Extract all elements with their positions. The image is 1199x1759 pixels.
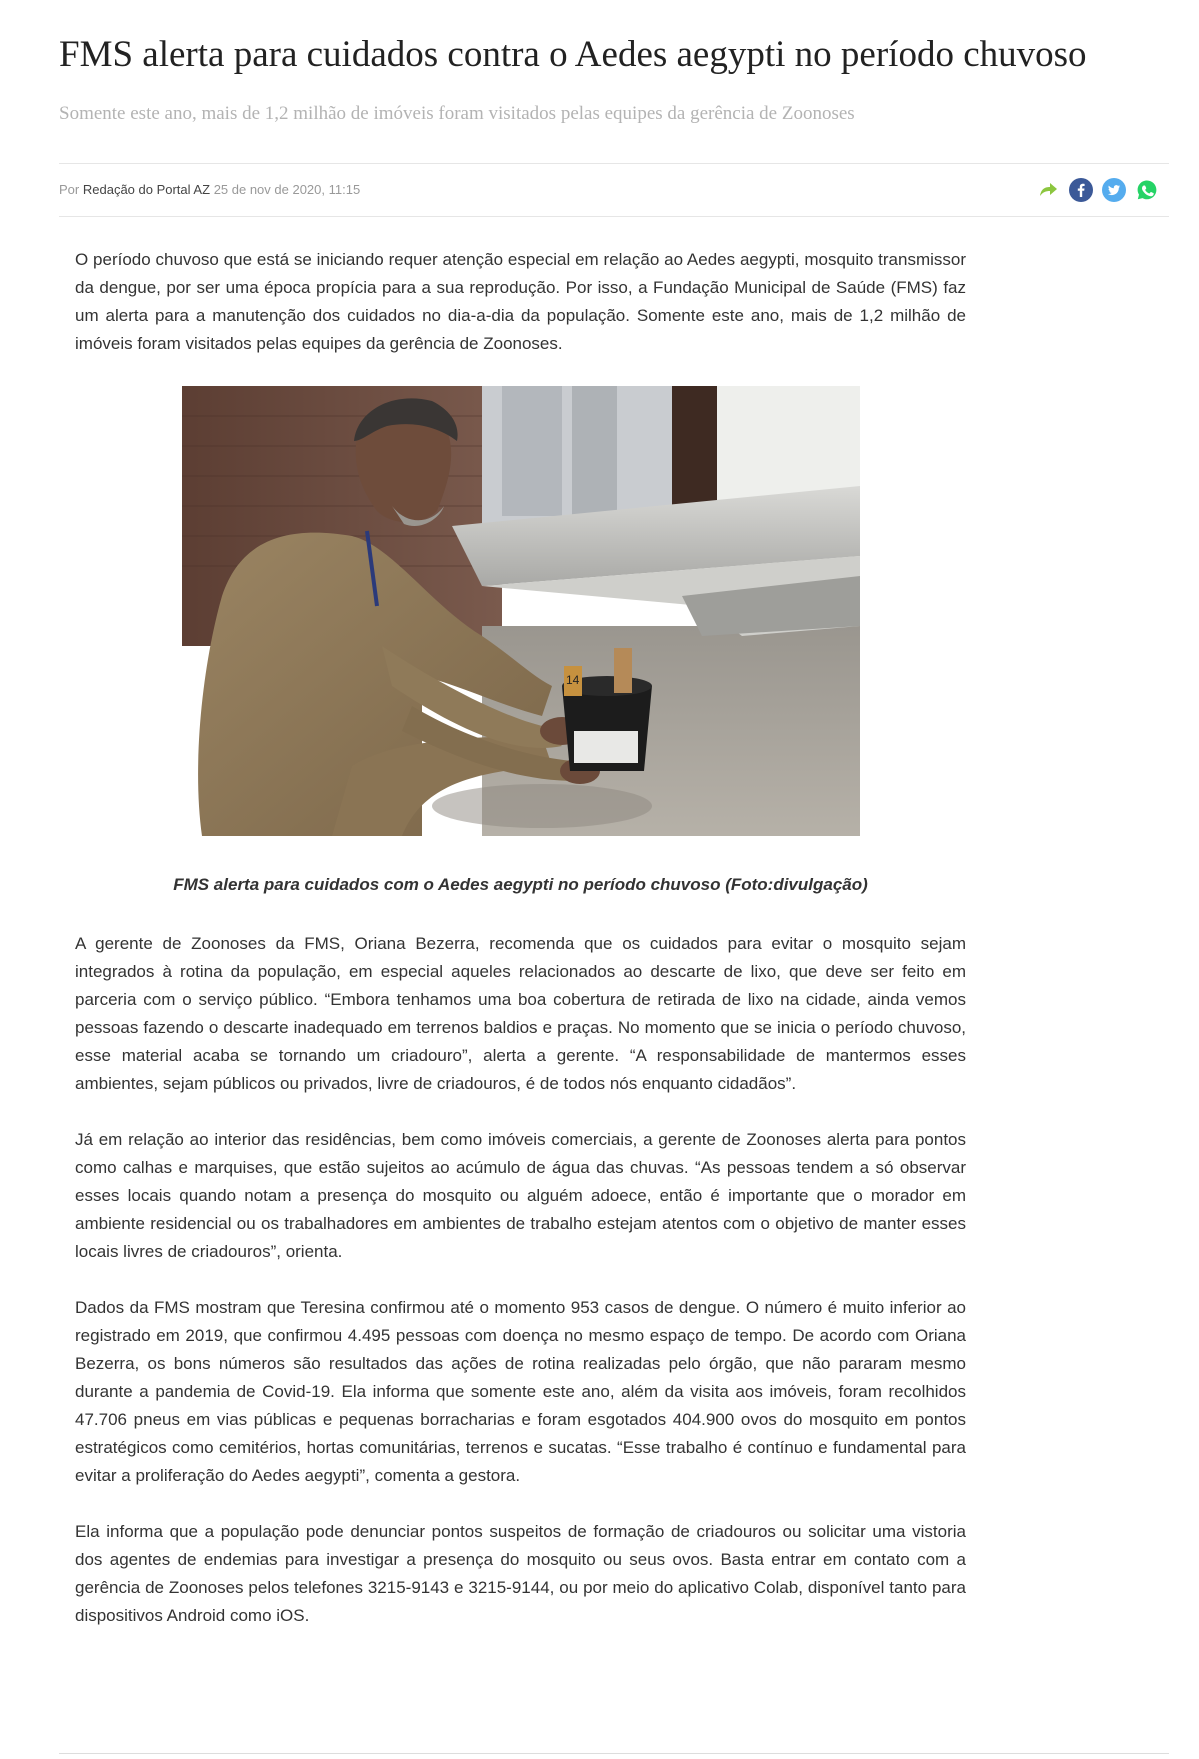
divider-bottom bbox=[59, 1753, 1169, 1754]
figure-caption: FMS alerta para cuidados com o Aedes aegypti no período chuvoso (Foto:divulgação) bbox=[173, 875, 868, 894]
publish-date: 25 de nov de 2020, 11:15 bbox=[213, 182, 361, 197]
article-subtitle: Somente este ano, mais de 1,2 milhão de imóveis foram visitados pelas equipes da gerência de Zoonoses bbox=[59, 103, 855, 124]
whatsapp-icon[interactable] bbox=[1135, 178, 1159, 202]
divider-meta bbox=[59, 216, 1169, 217]
trap-label: 14 bbox=[566, 673, 580, 687]
share-arrow-icon[interactable] bbox=[1036, 178, 1060, 202]
author-link[interactable]: Redação do Portal AZ bbox=[82, 182, 211, 197]
paragraph: Já em relação ao interior das residências, bem como imóveis comerciais, a gerente de Zoonoses alerta para pontos como calhas e marquises, que estão sujeitos ao acúmulo de água das chuvas. “As pessoas tendem a só observar esses locais quando notam a presença do mosquito ou alguém adoece, então é importante que o morador em ambiente residencial ou os trabalhadores em ambientes de trabalho estejam atentos com o objetivo de manter esses locais livres de criadouros”, orienta. bbox=[75, 1130, 966, 1261]
article-photo bbox=[182, 386, 860, 836]
paragraph: A gerente de Zoonoses da FMS, Oriana Bezerra, recomenda que os cuidados para evitar o mosquito sejam integrados à rotina da população, em especial aqueles relacionados ao descarte de lixo, que deve ser feito em parceria com o serviço público. “Embora tenhamos uma boa cobertura de retirada de lixo na cidade, ainda vemos pessoas fazendo o descarte inadequado em terrenos baldios e praças. No momento que se inicia o período chuvoso, esse material acaba se tornando um criadouro”, alerta a gerente. “A responsabilidade de mantermos esses ambientes, sejam públicos ou privados, livre de criadouros, é de todos nós enquanto cidadãos”. bbox=[75, 934, 966, 1093]
article-body bbox=[75, 246, 966, 1658]
paragraph: Ela informa que a população pode denunciar pontos suspeitos de formação de criadouros ou solicitar uma vistoria dos agentes de endemias para investigar a presença do mosquito ou seus ovos. Basta entrar em contato com a gerência de Zoonoses pelos telefones 3215-9143 e 3215-9144, ou por meio do aplicativo Colab, disponível tanto para dispositivos Android como iOS. bbox=[75, 1522, 966, 1625]
paragraph: O período chuvoso que está se iniciando requer atenção especial em relação ao Aedes aegypti, mosquito transmissor da dengue, por ser uma época propícia para a sua reprodução. Por isso, a Fundação Municipal de Saúde (FMS) faz um alerta para a manutenção dos cuidados no dia-a-dia da população. Somente este ano, mais de 1,2 milhão de imóveis foram visitados pelas equipes da gerência de Zoonoses. bbox=[75, 250, 966, 353]
byline bbox=[59, 182, 360, 198]
divider-top bbox=[59, 163, 1169, 164]
article-title: FMS alerta para cuidados contra o Aedes aegypti no período chuvoso bbox=[59, 34, 1087, 75]
twitter-icon[interactable] bbox=[1102, 178, 1126, 202]
share-bar bbox=[1036, 178, 1159, 202]
article-figure bbox=[75, 386, 966, 836]
paragraph: Dados da FMS mostram que Teresina confirmou até o momento 953 casos de dengue. O número é muito inferior ao registrado em 2019, que confirmou 4.495 pessoas com doença no mesmo espaço de tempo. De acordo com Oriana Bezerra, os bons números são resultados das ações de rotina realizadas pelo órgão, que não pararam mesmo durante a pandemia de Covid-19. Ela informa que somente este ano, além da visita aos imóveis, foram recolhidos 47.706 pneus em vias públicas e pequenas borracharias e foram esgotados 404.900 ovos do mosquito em pontos estratégicos como cemitérios, hortas comunitárias, terrenos e sucatas. “Esse trabalho é contínuo e fundamental para evitar a proliferação do Aedes aegypti”, comenta a gestora. bbox=[75, 1298, 966, 1485]
byline-prefix: Por bbox=[59, 182, 80, 197]
facebook-icon[interactable] bbox=[1069, 178, 1093, 202]
